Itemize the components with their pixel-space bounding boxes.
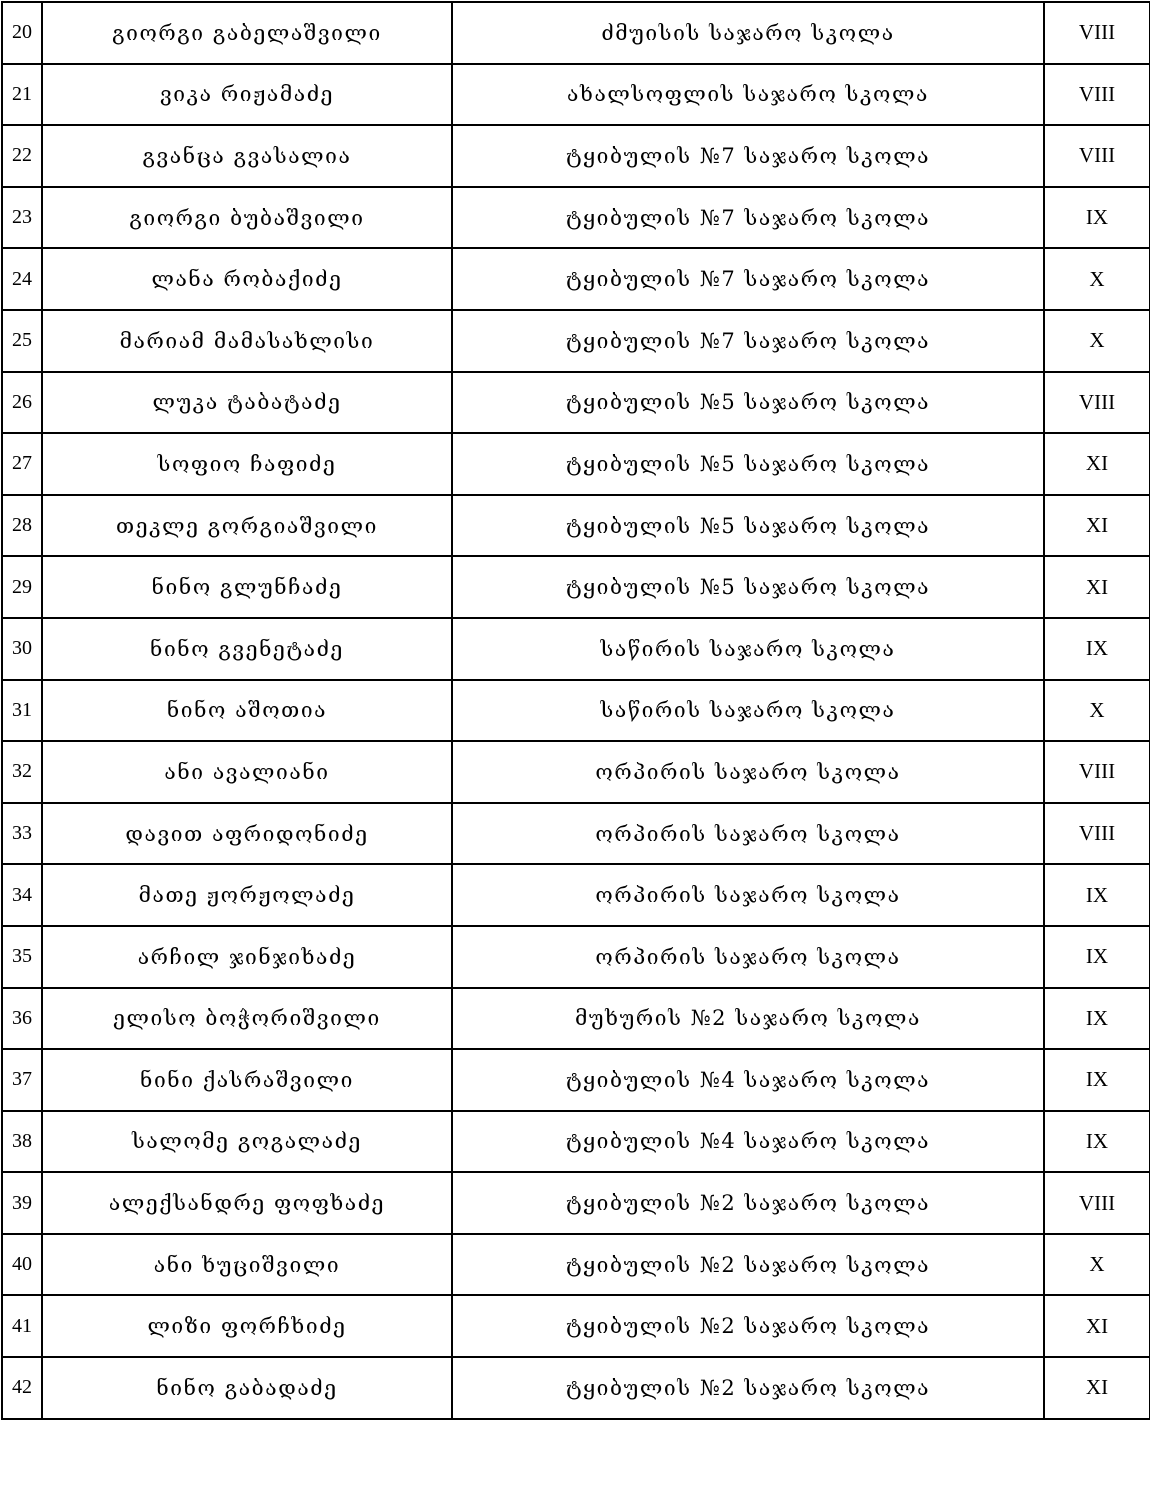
row-number-cell: 42 <box>2 1357 42 1419</box>
table-row <box>2 1357 1150 1419</box>
table-row <box>2 2 1150 64</box>
school-name-cell: ტყიბულის №7 საჯარო სკოლა <box>452 248 1044 310</box>
school-name-cell: ტყიბულის №5 საჯარო სკოლა <box>452 372 1044 434</box>
student-name-cell: გვანცა გვასალია <box>42 125 452 187</box>
grade-cell: X <box>1044 1234 1150 1296</box>
student-name-cell: ნინო გვენეტაძე <box>42 618 452 680</box>
school-name-cell: ორპირის საჯარო სკოლა <box>452 803 1044 865</box>
row-number-cell: 24 <box>2 248 42 310</box>
student-name-cell: ელისო ბოჭორიშვილი <box>42 988 452 1050</box>
table-row <box>2 495 1150 557</box>
grade-cell: IX <box>1044 864 1150 926</box>
school-name-cell: ტყიბულის №5 საჯარო სკოლა <box>452 433 1044 495</box>
table-row <box>2 1295 1150 1357</box>
row-number-cell: 20 <box>2 2 42 64</box>
row-number-cell: 30 <box>2 618 42 680</box>
student-name-cell: არჩილ ჯინჯიხაძე <box>42 926 452 988</box>
student-name-cell: გიორგი გაბელაშვილი <box>42 2 452 64</box>
row-number-cell: 35 <box>2 926 42 988</box>
grade-cell: X <box>1044 310 1150 372</box>
student-name-cell: ნინო აშოთია <box>42 680 452 742</box>
student-name-cell: თეკლე გორგიაშვილი <box>42 495 452 557</box>
table-row <box>2 741 1150 803</box>
participants-table-body <box>2 2 1150 1419</box>
row-number-cell: 32 <box>2 741 42 803</box>
school-name-cell: ტყიბულის №5 საჯარო სკოლა <box>452 556 1044 618</box>
grade-cell: VIII <box>1044 741 1150 803</box>
row-number-cell: 26 <box>2 372 42 434</box>
school-name-cell: ორპირის საჯარო სკოლა <box>452 926 1044 988</box>
table-row <box>2 187 1150 249</box>
student-name-cell: ლუკა ტაბატაძე <box>42 372 452 434</box>
grade-cell: VIII <box>1044 372 1150 434</box>
table-row <box>2 988 1150 1050</box>
row-number-cell: 28 <box>2 495 42 557</box>
row-number-cell: 29 <box>2 556 42 618</box>
row-number-cell: 41 <box>2 1295 42 1357</box>
participants-table <box>1 1 1150 1420</box>
grade-cell: VIII <box>1044 64 1150 126</box>
row-number-cell: 37 <box>2 1049 42 1111</box>
grade-cell: IX <box>1044 926 1150 988</box>
school-name-cell: ორპირის საჯარო სკოლა <box>452 741 1044 803</box>
table-row <box>2 864 1150 926</box>
grade-cell: IX <box>1044 1049 1150 1111</box>
grade-cell: XI <box>1044 495 1150 557</box>
table-row <box>2 1049 1150 1111</box>
table-row <box>2 926 1150 988</box>
student-name-cell: სოფიო ჩაფიძე <box>42 433 452 495</box>
student-name-cell: დავით აფრიდონიძე <box>42 803 452 865</box>
student-name-cell: სალომე გოგალაძე <box>42 1111 452 1173</box>
row-number-cell: 21 <box>2 64 42 126</box>
grade-cell: XI <box>1044 556 1150 618</box>
table-row <box>2 1111 1150 1173</box>
student-name-cell: მარიამ მამასახლისი <box>42 310 452 372</box>
school-name-cell: ტყიბულის №7 საჯარო სკოლა <box>452 310 1044 372</box>
school-name-cell: ტყიბულის №2 საჯარო სკოლა <box>452 1172 1044 1234</box>
row-number-cell: 34 <box>2 864 42 926</box>
grade-cell: VIII <box>1044 125 1150 187</box>
grade-cell: XI <box>1044 1357 1150 1419</box>
school-name-cell: ტყიბულის №7 საჯარო სკოლა <box>452 125 1044 187</box>
student-name-cell: ნინი ქასრაშვილი <box>42 1049 452 1111</box>
student-name-cell: ლიზი ფორჩხიძე <box>42 1295 452 1357</box>
student-name-cell: ნინო გაბადაძე <box>42 1357 452 1419</box>
grade-cell: IX <box>1044 1111 1150 1173</box>
student-name-cell: გიორგი ბუბაშვილი <box>42 187 452 249</box>
table-row <box>2 1172 1150 1234</box>
table-row <box>2 64 1150 126</box>
school-name-cell: საწირის საჯარო სკოლა <box>452 680 1044 742</box>
row-number-cell: 25 <box>2 310 42 372</box>
school-name-cell: ტყიბულის №2 საჯარო სკოლა <box>452 1234 1044 1296</box>
school-name-cell: ტყიბულის №2 საჯარო სკოლა <box>452 1357 1044 1419</box>
table-row <box>2 680 1150 742</box>
grade-cell: IX <box>1044 988 1150 1050</box>
row-number-cell: 38 <box>2 1111 42 1173</box>
school-name-cell: ტყიბულის №4 საჯარო სკოლა <box>452 1049 1044 1111</box>
row-number-cell: 31 <box>2 680 42 742</box>
school-name-cell: ტყიბულის №7 საჯარო სკოლა <box>452 187 1044 249</box>
school-name-cell: საწირის საჯარო სკოლა <box>452 618 1044 680</box>
student-name-cell: ლანა რობაქიძე <box>42 248 452 310</box>
table-row <box>2 1234 1150 1296</box>
grade-cell: X <box>1044 680 1150 742</box>
grade-cell: XI <box>1044 1295 1150 1357</box>
row-number-cell: 39 <box>2 1172 42 1234</box>
table-row <box>2 248 1150 310</box>
student-name-cell: ვიკა რიჟამაძე <box>42 64 452 126</box>
school-name-cell: ორპირის საჯარო სკოლა <box>452 864 1044 926</box>
student-name-cell: მათე ჟორჟოლაძე <box>42 864 452 926</box>
table-row <box>2 433 1150 495</box>
table-row <box>2 618 1150 680</box>
row-number-cell: 27 <box>2 433 42 495</box>
table-row <box>2 556 1150 618</box>
row-number-cell: 22 <box>2 125 42 187</box>
row-number-cell: 40 <box>2 1234 42 1296</box>
school-name-cell: ძმუისის საჯარო სკოლა <box>452 2 1044 64</box>
student-name-cell: ალექსანდრე ფოფხაძე <box>42 1172 452 1234</box>
row-number-cell: 36 <box>2 988 42 1050</box>
school-name-cell: ახალსოფლის საჯარო სკოლა <box>452 64 1044 126</box>
grade-cell: VIII <box>1044 1172 1150 1234</box>
student-name-cell: ანი ავალიანი <box>42 741 452 803</box>
grade-cell: VIII <box>1044 803 1150 865</box>
grade-cell: X <box>1044 248 1150 310</box>
table-row <box>2 372 1150 434</box>
grade-cell: XI <box>1044 433 1150 495</box>
grade-cell: VIII <box>1044 2 1150 64</box>
school-name-cell: მუხურის №2 საჯარო სკოლა <box>452 988 1044 1050</box>
student-name-cell: ანი ხუციშვილი <box>42 1234 452 1296</box>
row-number-cell: 33 <box>2 803 42 865</box>
table-row <box>2 125 1150 187</box>
school-name-cell: ტყიბულის №5 საჯარო სკოლა <box>452 495 1044 557</box>
row-number-cell: 23 <box>2 187 42 249</box>
table-row <box>2 310 1150 372</box>
table-row <box>2 803 1150 865</box>
school-name-cell: ტყიბულის №2 საჯარო სკოლა <box>452 1295 1044 1357</box>
student-name-cell: ნინო გლუნჩაძე <box>42 556 452 618</box>
grade-cell: IX <box>1044 618 1150 680</box>
grade-cell: IX <box>1044 187 1150 249</box>
school-name-cell: ტყიბულის №4 საჯარო სკოლა <box>452 1111 1044 1173</box>
